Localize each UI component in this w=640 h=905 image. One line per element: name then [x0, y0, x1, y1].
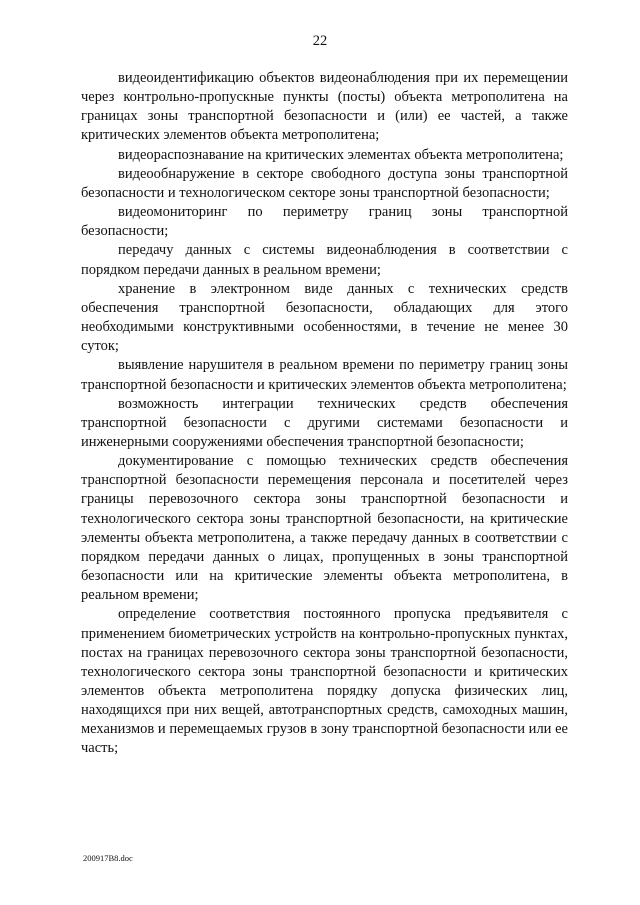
page-number: 22	[312, 33, 328, 49]
paragraph-data-transfer: передачу данных с системы видеонаблюдения в соответствии с порядком передачи данных в реальном времени;	[81, 242, 568, 278]
paragraph-video-monitoring: видеомониторинг по периметру границ зоны транспортной безопасности;	[81, 204, 568, 240]
paragraph-pass-verification: определение соответствия постоянного пропуска предъявителя с применением биометрических устройств на контрольно-пропускных пунктах, постах на границах перевозочного сектора зоны транспортной безопасности, технологического сектора зоны транспортной безопасности и критических элементов объекта метрополитена порядку допуска физических лиц, находящихся при них вещей, автотранспортных средств, самоходных машин, механизмов и перемещаемых грузов в зону транспортной безопасности или ее часть;	[81, 606, 568, 757]
paragraph-video-detection: видеообнаружение в секторе свободного доступа зоны транспортной безопасности и технологическом секторе зоны транспортной безопасности;	[81, 165, 568, 201]
paragraph-video-identification: видеоидентификацию объектов видеонаблюдения при их перемещении через контрольно-пропускные пункты (посты) объекта метрополитена на границах зоны транспортной безопасности и (или) ее частей, а также критических элементов объекта метрополитена;	[81, 70, 568, 144]
paragraph-documentation: документирование с помощью технических средств обеспечения транспортной безопасности перемещения персонала и посетителей через границы перевозочного сектора зоны транспортной безопасности и технологического сектора зоны транспортной безопасности, на критические элементы объекта метрополитена, а также передачу данных в соответствии с порядком передачи данных о лицах, пропущенных в зоны транспортной безопасности или на критические элементы объекта метрополитена, в реальном времени;	[81, 453, 568, 604]
paragraph-intruder-detection: выявление нарушителя в реальном времени по периметру границ зоны транспортной безопасности и критических элементов объекта метрополитена;	[81, 357, 568, 393]
document-body	[81, 69, 568, 759]
paragraph-video-recognition: видеораспознавание на критических элементах объекта метрополитена;	[118, 146, 564, 163]
file-name-footer: 200917B8.doc	[83, 853, 133, 863]
paragraph-integration: возможность интеграции технических средств обеспечения транспортной безопасности с другими системами безопасности и инженерными сооружениями обеспечения транспортной безопасности;	[81, 395, 568, 450]
paragraph-data-storage: хранение в электронном виде данных с технических средств обеспечения транспортной безопасности, обладающих для этого необходимыми конструктивными особенностями, в течение не менее 30 суток;	[81, 280, 568, 355]
